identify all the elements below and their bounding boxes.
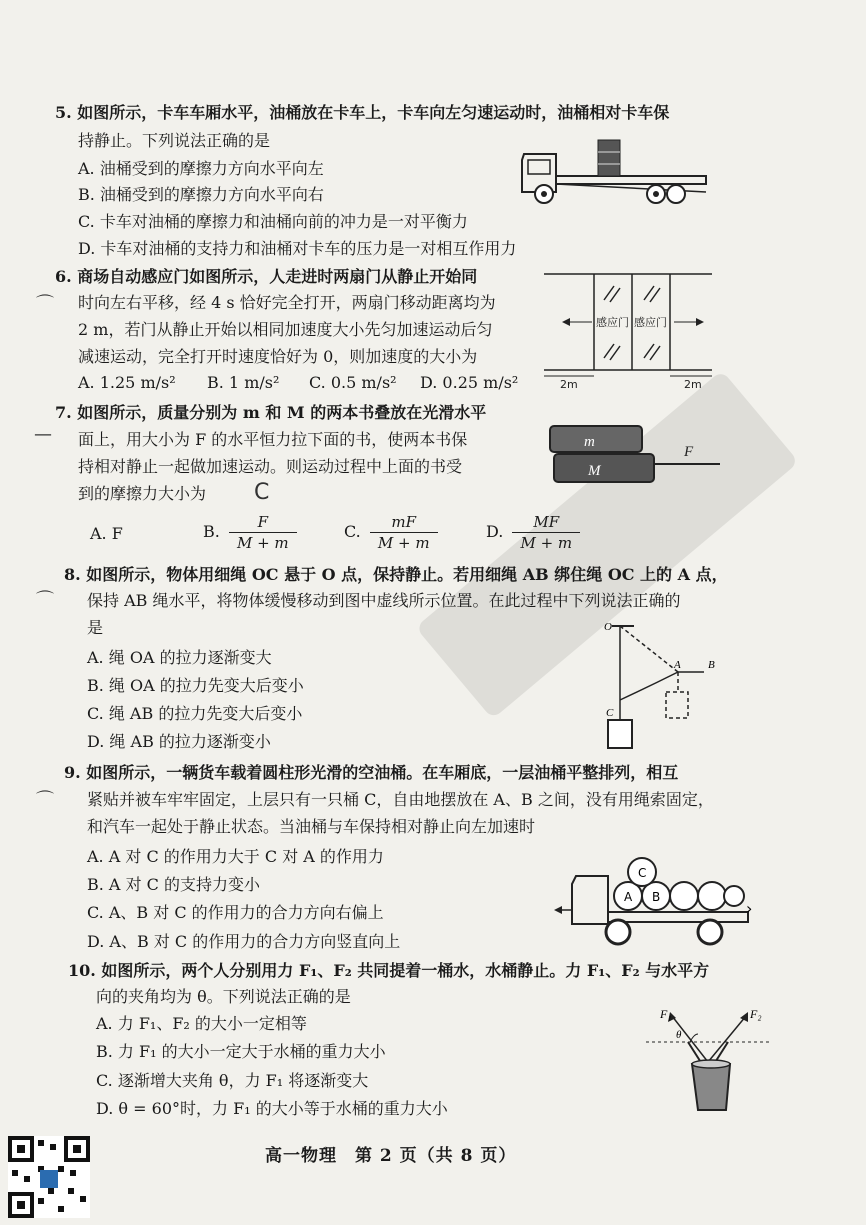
q7-option-b [203, 512, 301, 553]
q7-stem-line3: 持相对静止一起做加速运动。则运动过程中上面的书受 [78, 457, 463, 476]
q5-option-b: B. 油桶受到的摩擦力方向水平向右 [78, 185, 324, 204]
pen-mark: — [34, 424, 52, 445]
fraction-denominator: M + m [377, 534, 430, 552]
q7-stem-line1: 7. 如图所示，质量分别为 m 和 M 的两本书叠放在光滑水平 [55, 403, 487, 422]
q10-option-b: B. 力 F₁ 的大小一定大于水桶的重力大小 [96, 1042, 386, 1061]
q8-option-a: A. 绳 OA 的拉力逐渐变大 [87, 648, 272, 667]
q5-stem-line2: 持静止。下列说法正确的是 [78, 131, 271, 150]
q6-stem-line2: 时向左右平移，经 4 s 恰好完全打开，两扇门移动距离均为 [78, 293, 496, 312]
q8-stem-line2: 保持 AB 绳水平，将物体缓慢移动到图中虚线所示位置。在此过程中下列说法正确的 [87, 591, 681, 610]
q6-option-c: C. 0.5 m/s² [309, 373, 397, 392]
q6-option-d: D. 0.25 m/s² [420, 373, 519, 392]
fraction-denominator: M + m [236, 534, 289, 552]
q7-option-c-fraction [370, 512, 438, 553]
pen-mark: ⌒ [36, 294, 54, 315]
q10-option-d: D. θ = 60°时，力 F₁ 的大小等于水桶的重力大小 [96, 1099, 448, 1118]
q5-option-a: A. 油桶受到的摩擦力方向水平向左 [78, 159, 324, 178]
force-label-F2: F₂ [750, 1007, 762, 1021]
q10-bucket-figure [642, 1004, 774, 1122]
pen-mark: ⌒ [36, 790, 54, 811]
q7-option-c [344, 512, 442, 553]
q7-stem-line4: 到的摩擦力大小为 [78, 484, 207, 503]
q5-option-c: C. 卡车对油桶的摩擦力和油桶向前的冲力是一对平衡力 [78, 212, 468, 231]
barrel-label-A: A [624, 890, 633, 904]
q8-rope-figure [600, 616, 732, 752]
q7-books-figure [544, 418, 724, 490]
barrel-label-B: B [652, 890, 661, 904]
point-label-O: O [604, 621, 612, 633]
barrel-label-C: C [638, 866, 647, 880]
point-label-B: B [708, 659, 715, 671]
q9-option-a: A. A 对 C 的作用力大于 C 对 A 的作用力 [87, 847, 384, 866]
force-label-F1: F₁ [660, 1007, 672, 1021]
q9-option-b: B. A 对 C 的支持力变小 [87, 875, 260, 894]
pen-mark: ⌒ [36, 590, 54, 611]
q10-option-a: A. 力 F₁、F₂ 的大小一定相等 [96, 1014, 307, 1033]
distance-label-right: 2m [684, 378, 702, 391]
distance-label-left: 2m [560, 378, 578, 391]
fraction-numerator: mF [370, 512, 438, 533]
point-label-C: C [606, 707, 614, 719]
q6-stem-line1: 6. 商场自动感应门如图所示，人走进时两扇门从静止开始同 [55, 267, 478, 286]
q8-stem-line1: 8. 如图所示，物体用细绳 OC 悬于 O 点，保持静止。若用细绳 AB 绑住绳 OC 上的 A 点， [64, 565, 728, 584]
q7-option-b-fraction [229, 512, 297, 553]
book-label-M: M [588, 463, 601, 479]
q7-option-c-label: C. [344, 522, 361, 541]
q7-option-d [486, 512, 584, 553]
door-label-right: 感应门 [634, 316, 667, 329]
door-label-left: 感应门 [596, 316, 629, 329]
q8-option-d: D. 绳 AB 的拉力逐渐变小 [87, 732, 271, 751]
q6-stem-line4: 减速运动，完全打开时速度恰好为 0，则加速度的大小为 [78, 347, 478, 366]
angle-label-theta: θ [676, 1029, 682, 1041]
fraction-numerator: F [229, 512, 297, 533]
q9-truck-figure [548, 852, 764, 948]
q8-option-b: B. 绳 OA 的拉力先变大后变小 [87, 676, 304, 695]
q9-stem-line2: 紧贴并被车牢牢固定，上层只有一只桶 C，自由地摆放在 A、B 之间，没有用绳索固定， [87, 790, 714, 809]
page-footer: 高一物理 第 2 页（共 8 页） [265, 1146, 517, 1166]
fraction-numerator: MF [512, 512, 580, 533]
q9-option-d: D. A、B 对 C 的作用力的合力方向竖直向上 [87, 932, 401, 951]
q5-option-d: D. 卡车对油桶的支持力和油桶对卡车的压力是一对相互作用力 [78, 239, 517, 258]
book-label-m: m [584, 434, 595, 450]
q9-stem-line3: 和汽车一起处于静止状态。当油桶与车保持相对静止向左加速时 [87, 817, 536, 836]
q7-option-a: A. F [90, 524, 123, 543]
q10-stem-line1: 10. 如图所示，两个人分别用力 F₁、F₂ 共同提着一桶水，水桶静止。力 F₁、F₂ 与水平方 [68, 961, 710, 980]
fraction-denominator: M + m [520, 534, 573, 552]
q8-option-c: C. 绳 AB 的拉力先变大后变小 [87, 704, 303, 723]
q7-stem-line2: 面上，用大小为 F 的水平恒力拉下面的书，使两本书保 [78, 430, 468, 449]
q5-truck-figure [516, 134, 716, 210]
q5-stem-line1: 5. 如图所示，卡车车厢水平，油桶放在卡车上，卡车向左匀速运动时，油桶相对卡车保 [55, 103, 670, 122]
q7-option-d-label: D. [486, 522, 504, 541]
svg-text:›: › [746, 899, 753, 918]
q6-option-a: A. 1.25 m/s² [78, 373, 176, 392]
q8-stem-line3: 是 [87, 618, 104, 637]
pen-mark: C [254, 480, 270, 505]
point-label-A: A [674, 659, 681, 671]
q6-option-b: B. 1 m/s² [207, 373, 280, 392]
q6-stem-line3: 2 m，若门从静止开始以相同加速度大小先匀加速运动后匀 [78, 320, 493, 339]
q6-door-figure [540, 264, 716, 392]
q9-option-c: C. A、B 对 C 的作用力的合力方向右偏上 [87, 903, 384, 922]
qr-code-image [8, 1136, 90, 1218]
force-label-F: F [684, 444, 694, 460]
q10-option-c: C. 逐渐增大夹角 θ，力 F₁ 将逐渐变大 [96, 1071, 369, 1090]
q10-stem-line2: 向的夹角均为 θ。下列说法正确的是 [96, 987, 351, 1006]
q7-option-b-label: B. [203, 522, 220, 541]
q9-stem-line1: 9. 如图所示，一辆货车载着圆柱形光滑的空油桶。在车厢底，一层油桶平整排列，相互 [64, 763, 679, 782]
q7-option-d-fraction [512, 512, 580, 553]
